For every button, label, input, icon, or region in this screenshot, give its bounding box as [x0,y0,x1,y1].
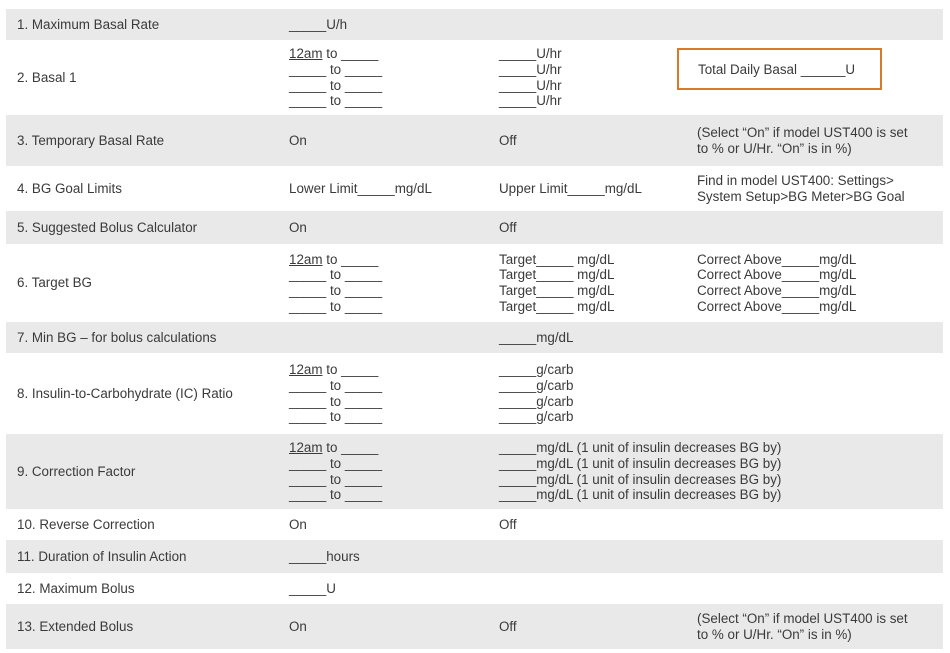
option-off: Off [499,219,517,235]
time-range-field: 12am to _____ [289,440,379,456]
time-range-field: 12am to _____ [289,46,379,62]
lower-limit-field: Lower Limit_____mg/dL [289,180,432,196]
rate-field: _____U/hr [499,46,562,62]
table-row [6,540,943,573]
table-row [6,573,943,604]
note: (Select “On” if model UST400 is set [697,124,908,140]
row-label: 13. Extended Bolus [17,618,134,634]
time-range-field: _____ to _____ [289,93,383,109]
row-label: 11. Duration of Insulin Action [17,548,187,564]
correction-field: _____mg/dL (1 unit of insulin decreases BG by) [499,471,782,487]
time-range-field: _____ to _____ [289,471,383,487]
note: (Select “On” if model UST400 is set [697,610,908,626]
time-range-field: 12am to _____ [289,362,379,378]
start-time: 12am [289,251,323,267]
time-range-field: 12am to _____ [289,251,379,267]
table-row [6,40,943,115]
note: to % or U/Hr. “On” is in %) [697,140,852,156]
table-row [6,509,943,540]
table-row [6,115,943,166]
time-range-field: _____ to _____ [289,267,383,283]
correct-above-field: Correct Above_____mg/dL [697,251,857,267]
upper-limit-field: Upper Limit_____mg/dL [499,180,642,196]
rate-field: _____U/hr [499,61,562,77]
target-field: Target_____ mg/dL [499,267,615,283]
time-range-field: _____ to _____ [289,283,383,298]
row-label: 9. Correction Factor [17,463,136,479]
correction-field: _____mg/dL (1 unit of insulin decreases BG by) [499,487,782,503]
option-on: On [289,516,307,532]
row-label: 4. BG Goal Limits [17,180,122,196]
correction-field: _____mg/dL (1 unit of insulin decreases BG by) [499,455,782,471]
max-bolus-field: _____U [289,580,336,596]
ratio-field: _____g/carb [499,362,574,378]
row-label: 12. Maximum Bolus [17,580,135,596]
option-off: Off [499,618,517,634]
correct-above-field: Correct Above_____mg/dL [697,283,857,298]
note: Find in model UST400: Settings> [697,172,894,188]
target-field: Target_____ mg/dL [499,251,615,267]
table-row [6,9,943,40]
row-label: 3. Temporary Basal Rate [17,132,165,148]
table-row [6,434,943,509]
row-label: 7. Min BG – for bolus calculations [17,329,217,345]
row-label: 5. Suggested Bolus Calculator [17,219,198,235]
target-field: Target_____ mg/dL [499,298,615,314]
total-daily-basal-box: Total Daily Basal ______U [677,48,882,90]
option-on: On [289,132,307,148]
row-label: 1. Maximum Basal Rate [17,16,160,32]
ratio-field: _____g/carb [499,377,574,393]
ratio-field: _____g/carb [499,409,574,425]
hours-field: _____hours [289,548,360,564]
table-row [6,353,943,434]
time-range-field: _____ to _____ [289,61,383,77]
start-time: 12am [289,46,323,62]
row-label: 6. Target BG [17,275,92,291]
time-range-field: _____ to _____ [289,393,383,409]
time-range-field: _____ to _____ [289,298,383,314]
time-range-field: _____ to _____ [289,487,383,503]
table-row [6,604,943,649]
pump-settings-table [6,9,943,649]
rate-field: _____U/hr [499,77,562,93]
correct-above-field: Correct Above_____mg/dL [697,298,857,314]
option-on: On [289,618,307,634]
note: System Setup>BG Meter>BG Goal [697,188,905,204]
time-range-field: _____ to _____ [289,377,383,393]
table-row [6,244,943,322]
row-label: 10. Reverse Correction [17,516,155,532]
start-time: 12am [289,362,323,378]
row-label: 2. Basal 1 [17,69,77,85]
correct-above-field: Correct Above_____mg/dL [697,267,857,283]
table-row [6,211,943,244]
ratio-field: _____g/carb [499,393,574,409]
time-range-field: _____ to _____ [289,409,383,425]
correction-field: _____mg/dL (1 unit of insulin decreases BG by) [499,440,782,456]
time-range-field: _____ to _____ [289,77,383,93]
option-off: Off [499,132,517,148]
table-row [6,166,943,211]
option-off: Off [499,516,517,532]
target-field: Target_____ mg/dL [499,283,615,298]
row-label: 8. Insulin-to-Carbohydrate (IC) Ratio [17,385,233,401]
note: to % or U/Hr. “On” is in %) [697,626,852,642]
time-range-field: _____ to _____ [289,455,383,471]
start-time: 12am [289,440,323,456]
option-on: On [289,219,307,235]
min-bg-field: _____mg/dL [499,329,574,345]
table-row [6,322,943,353]
rate-field: _____U/hr [499,93,562,109]
blank-field: _____U/h [289,16,348,32]
